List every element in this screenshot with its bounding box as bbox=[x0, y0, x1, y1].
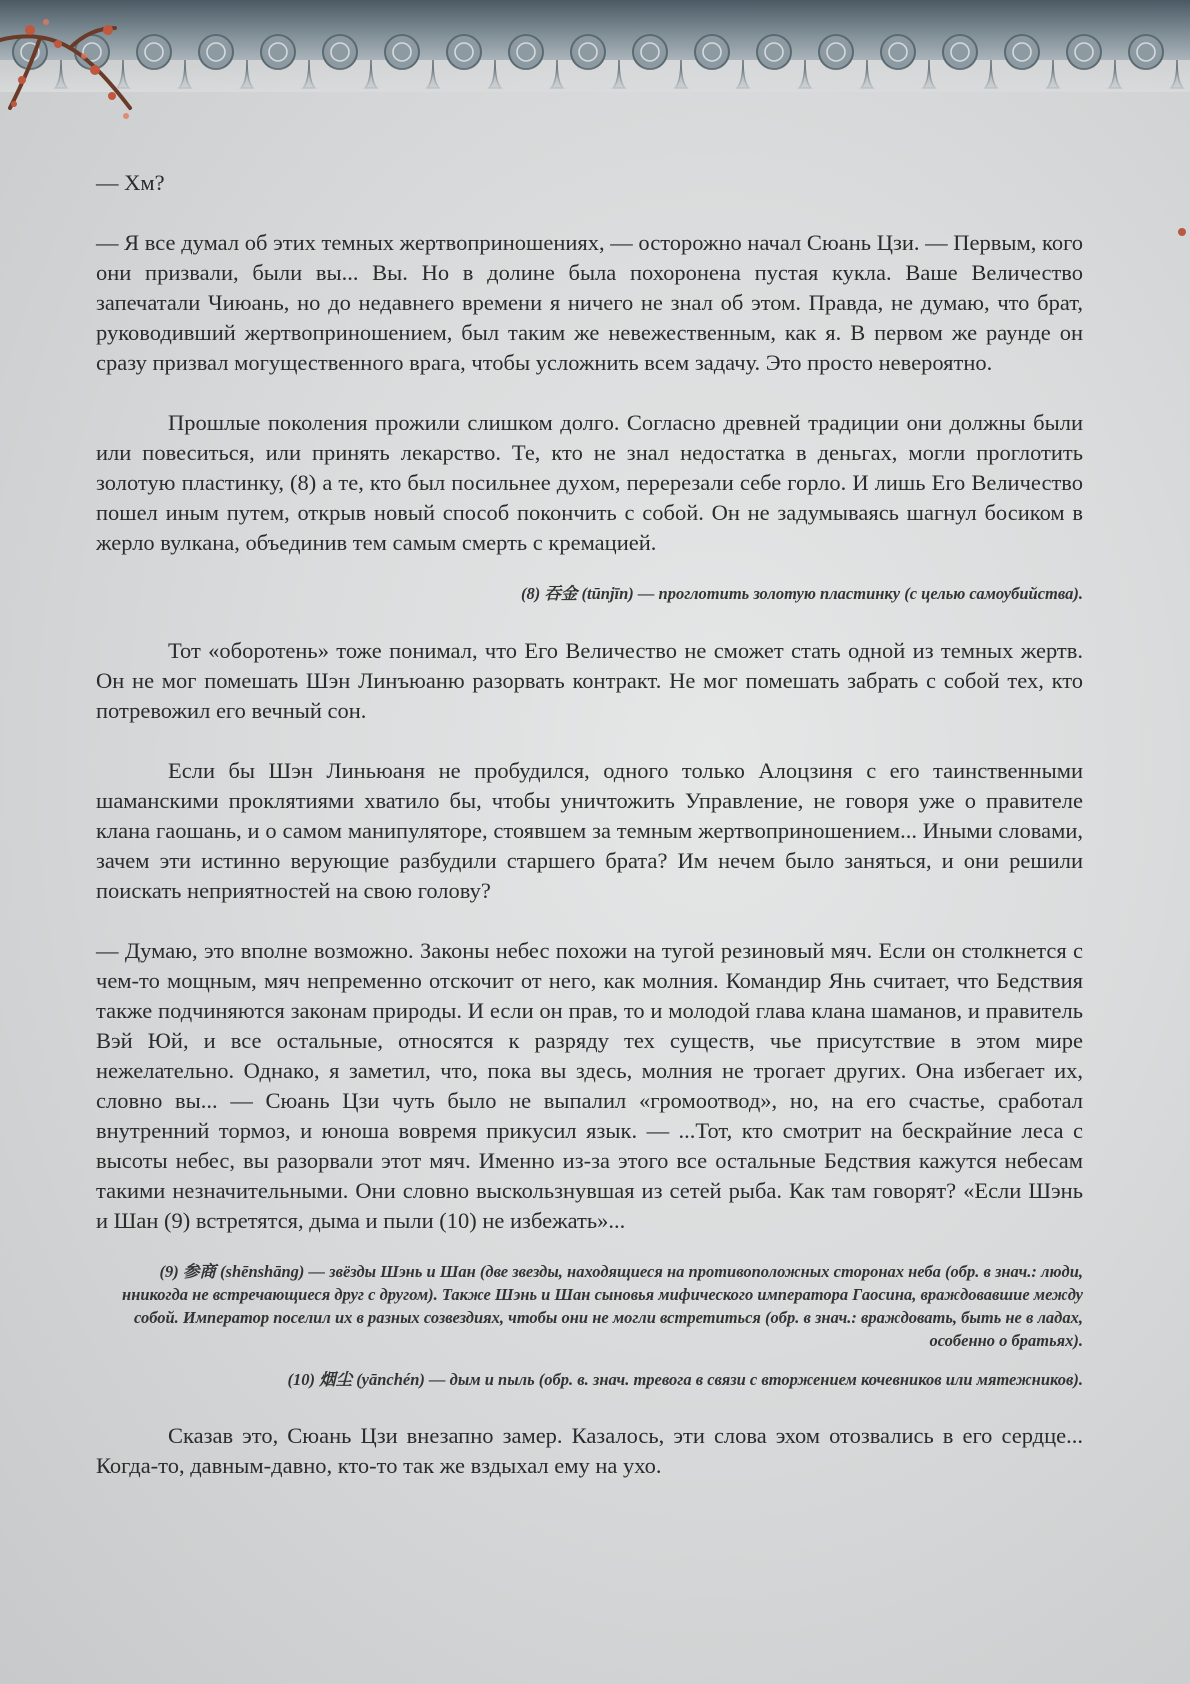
paragraph: Прошлые поколения прожили слишком долго. Согласно древней традиции они должны были или повеситься, или принять лекарство. Те, кто не знал недостатка в деньгах, могли проглотить золотую пластинку, (8) а те, кто был посильнее духом, перерезали себе горло. И лишь Его Величество пошел иным путем, открыв новый способ покончить с собой. Он не задумываясь шагнул босиком в жерло вулкана, объединив тем самым смерть с кремацией. bbox=[96, 410, 1083, 555]
paragraph: Сказав это, Сюань Цзи внезапно замер. Казалось, эти слова эхом отозвались в его сердце... Когда-то, давным-давно, кто-то так же вздыхал ему на ухо. bbox=[96, 1423, 1083, 1478]
paragraph: — Я все думал об этих темных жертвоприношениях, — осторожно начал Сюань Цзи. — Первым, кого они призвали, были вы... Вы. Но в долине была похоронена пустая кукла. Ваше Величество запечатали Чиюань, но до недавнего времени я ничего не знал об этом. Правда, не думаю, что брат, руководивший жертвоприношением, был таким же невежественным, как я. В первом же раунде он сразу призвал могущественного врага, чтобы усложнить всем задачу. Это просто невероятно. bbox=[96, 230, 1083, 375]
footnote: (9) 参商 (shēnshāng) — звёзды Шэнь и Шан (две звезды, находящиеся на противоположных сторонах неба (обр. в знач.: люди, нникогда не встречающиеся друг с другом). Также Шэнь и Шан сыновья мифического императора Гаосина, враждовавшие между собой. Император поселил их в разных созвездиях, чтобы они не могли встретиться (обр. в знач.: враждовать, быть не в ладах, особенно о братьях). bbox=[122, 1262, 1083, 1350]
plum-branch-decoration bbox=[0, 0, 140, 130]
paragraph: Если бы Шэн Линьюаня не пробудился, одного только Алоцзиня с его таинственными шаманскими проклятиями хватило бы, чтобы уничтожить Управление, не говоря уже о правителе клана гаошань, и о самом манипуляторе, стоявшем за темным жертвоприношением... Иными словами, зачем эти истинно верующие разбудили старшего брата? Им нечем было заняться, и они решили поискать неприятностей на свою голову? bbox=[96, 758, 1083, 903]
roof-tiles-image bbox=[0, 0, 1190, 92]
paragraph: — Думаю, это вполне возможно. Законы небес похожи на тугой резиновый мяч. Если он столкнется с чем-то мощным, мяч непременно отскочит от него, как молния. Командир Янь считает, что Бедствия также подчиняются законам природы. И если он прав, то и молодой глава клана шаманов, и правитель Вэй Юй, и все остальные, относятся к разряду тех существ, чье присутствие в этом мире нежелательно. Однако, я заметил, что, пока вы здесь, молния не трогает других. Она избегает их, словно вы... — Сюань Цзи чуть было не выпалил «громоотвод», но, на его счастье, сработал внутренний тормоз, и юноша вовремя прикусил язык. — ...Тот, кто смотрит на бескрайние леса с высоты небес, вы разорвали этот мяч. Именно из-за этого все остальные Бедствия кажутся небесам такими незначительными. Они словно выскользнувшая из сетей рыба. Как там говорят? «Если Шэнь и Шан (9) встретятся, дыма и пыли (10) не избежать»... bbox=[96, 938, 1083, 1233]
text-page bbox=[96, 168, 1083, 1481]
blossom-petal-decoration bbox=[1170, 222, 1190, 242]
footnote: (8) 吞金 (tūnjīn) — проглотить золотую пластинку (с целью самоубийства). bbox=[521, 584, 1083, 603]
paragraph: — Хм? bbox=[96, 170, 165, 195]
roof-tiles-decoration bbox=[0, 0, 1190, 92]
footnote: (10) 烟尘 (yānchén) — дым и пыль (обр. в. знач. тревога в связи с вторжением кочевников или мятежников). bbox=[287, 1370, 1083, 1389]
paragraph: Тот «оборотень» тоже понимал, что Его Величество не сможет стать одной из темных жертв. Он не мог помешать Шэн Линъюаню разорвать контракт. Не мог помешать забрать с собой тех, кто потревожил его вечный сон. bbox=[96, 638, 1083, 723]
